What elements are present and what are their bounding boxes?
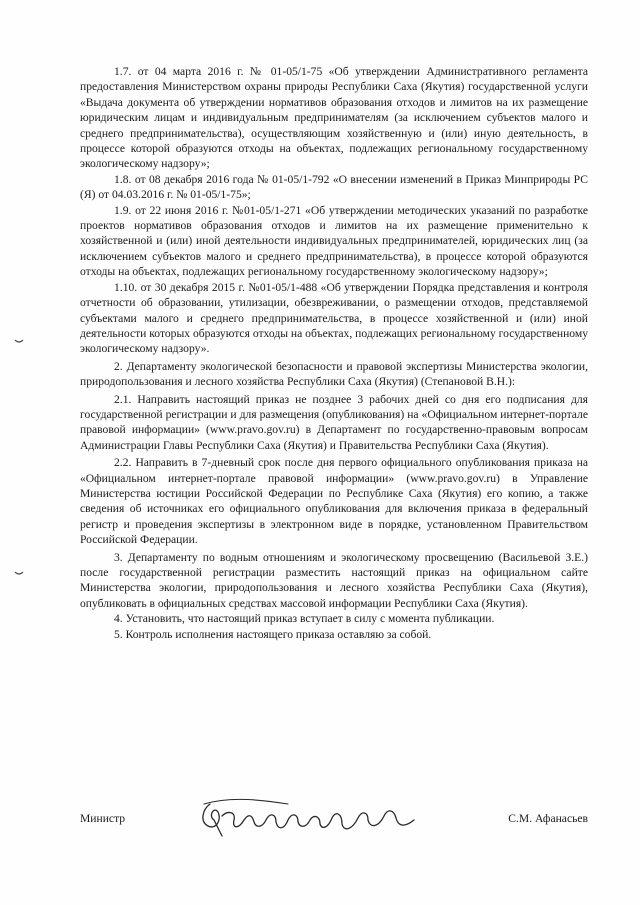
handwritten-signature — [192, 790, 422, 848]
paragraph-3: 3. Департаменту по водным отношениям и экологическому просвещению (Васильевой З.Е.) после государственной регистрации разместить настоящий приказ на официальном сайте Министерства экологии, природопользования и лесного хозяйства Республики Саха (Якутия), опубликовать в официальных средствах массовой информации Республики Саха (Якутия). — [80, 550, 588, 610]
signatory-title: Министр — [80, 812, 126, 825]
paragraph-1-7: 1.7. от 04 марта 2016 г. № 01-05/1-75 «Об утверждении Административного регламента предоставления Министерством охраны природы Республики Саха (Якутия) государственной услуги «Выдача документа об утверждении нормативов образования отходов и лимитов на их размещение юридическим лицам и индивидуальным предпринимателям (за исключением субъектов малого и среднего предпринимательства), осуществляющим хозяйственную и (или) иную деятельность, в процессе которой образуются отходы на объектах, подлежащих региональному государственному экологическому надзору»; — [80, 65, 588, 171]
hole-punch-mark — [14, 571, 24, 576]
signatory-name: С.М. Афанасьев — [508, 812, 588, 825]
signature-block — [80, 790, 588, 850]
paragraph-4: 4. Установить, что настоящий приказ вступает в силу с момента публикации. — [114, 612, 495, 626]
paragraph-1-8: 1.8. от 08 декабря 2016 года № 01-05/1-792 «О внесении изменений в Приказ Минприроды РС (Я) от 04.03.2016 г. № 01-05/1-75»; — [80, 172, 588, 202]
paragraph-2-2: 2.2. Направить в 7-дневный срок после дня первого официального опубликования приказа на «Официальном интернет-портале правовой информации» (www.pravo.gov.ru) в Управление Министерства юстиции Российской Федерации по Республике Саха (Якутия) его копию, а также сведения об источниках его официального опубликования для включения приказа в федеральный регистр и проведения экспертизы в электронном виде в порядке, установленном Правительством Российской Федерации. — [80, 456, 588, 547]
paragraph-2: 2. Департаменту экологической безопасности и правовой экспертизы Министерства экологии, природопользования и лесного хозяйства Республики Саха (Якутия) (Степановой В.Н.): — [80, 359, 588, 389]
paragraph-1-9: 1.9. от 22 июня 2016 г. №01-05/1-271 «Об утверждении методических указаний по разработке проектов нормативов образования отходов и лимитов на их размещение применительно к хозяйственной и (или) иной деятельности индивидуальных предпринимателей, юридических лиц (за исключением субъектов малого и среднего предпринимательства), в процессе которой образуются отходы на объектах, подлежащих региональному государственному экологическому надзору»; — [80, 203, 588, 279]
paragraph-2-1: 2.1. Направить настоящий приказ не позднее 3 рабочих дней со дня его подписания для государственной регистрации и для размещения (опубликования) на «Официальном интернет-портале правовой информации» (www.pravo.gov.ru) в Департамент по государственно-правовым вопросам Администрации Главы Республики Саха (Якутия) и Правительства Республики Саха (Якутия). — [80, 392, 588, 452]
document-body — [80, 64, 588, 642]
paragraph-5: 5. Контроль исполнения настоящего приказа оставляю за собой. — [114, 627, 432, 641]
hole-punch-mark — [14, 339, 24, 344]
paragraph-1-10: 1.10. от 30 декабря 2015 г. №01-05/1-488 «Об утверждении Порядка представления и контроля отчетности об образовании, утилизации, обезвреживании, о размещении отходов, представляемой субъектами малого и среднего предпринимательства, в процессе хозяйственной и (или) иной деятельности которых образуются отходы на объектах, подлежащих региональному государственному экологическому надзору». — [80, 280, 589, 356]
